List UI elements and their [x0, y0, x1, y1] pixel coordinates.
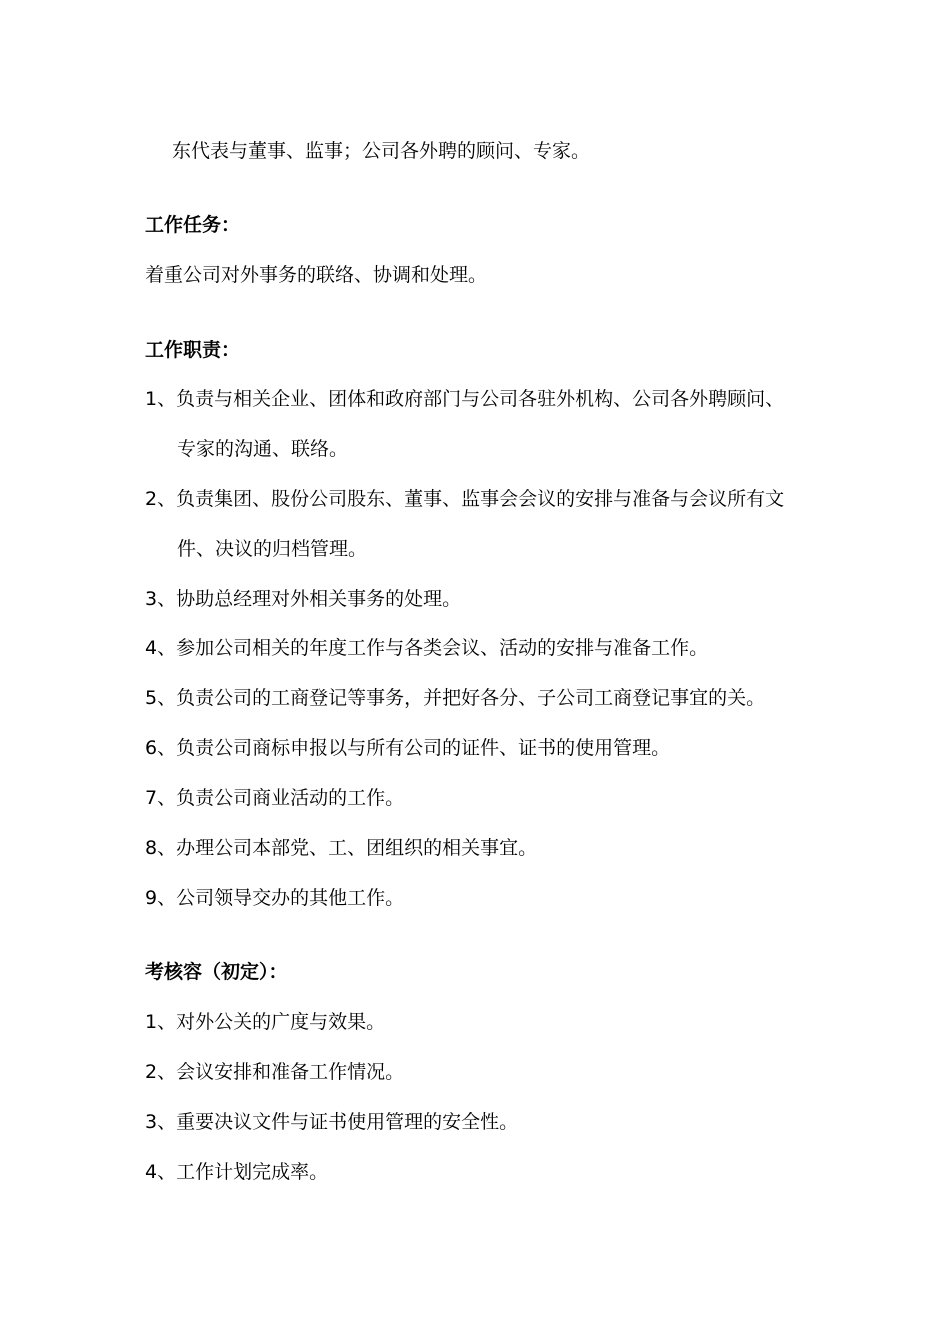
- assessment-item-number: 2、: [145, 1061, 177, 1083]
- assessment-item-number: 4、: [145, 1161, 177, 1183]
- assessment-item-text: 会议安排和准备工作情况。: [176, 1061, 405, 1083]
- duty-item-number: 9、: [145, 887, 177, 909]
- task-heading: 工作任务：: [145, 214, 241, 236]
- assessment-item-4: [145, 1160, 328, 1184]
- duty-item-9: [145, 886, 404, 910]
- duty-item-2: [145, 487, 784, 511]
- duty-item-text: 办理公司本部党、工、团组织的相关事宜。: [176, 837, 538, 859]
- intro-continuation: 东代表与董事、监事；公司各外聘的顾问、专家。: [172, 140, 591, 162]
- assessment-item-number: 1、: [145, 1011, 177, 1033]
- duty-item-number: 1、: [145, 388, 177, 410]
- assessment-item-3: [145, 1110, 518, 1134]
- duty-item-number: 8、: [145, 837, 177, 859]
- duty-item-1-continuation: 专家的沟通、联络。: [177, 438, 349, 460]
- duty-item-7: [145, 786, 404, 810]
- duty-item-text: 负责公司商标申报以与所有公司的证件、证书的使用管理。: [176, 737, 671, 759]
- duty-item-number: 6、: [145, 737, 177, 759]
- duty-item-5: [145, 686, 765, 710]
- duty-item-number: 3、: [145, 588, 177, 610]
- duties-heading: 工作职责：: [145, 339, 241, 361]
- assessment-item-2: [145, 1060, 404, 1084]
- duty-item-text: 负责公司商业活动的工作。: [176, 787, 405, 809]
- duty-item-number: 4、: [145, 637, 177, 659]
- duty-item-number: 2、: [145, 488, 177, 510]
- duty-item-text: 负责公司的工商登记等事务，并把好各分、子公司工商登记事宜的关。: [176, 687, 766, 709]
- assessment-item-1: [145, 1010, 385, 1034]
- duty-item-8: [145, 836, 537, 860]
- duty-item-text: 协助总经理对外相关事务的处理。: [176, 588, 462, 610]
- assessment-item-text: 工作计划完成率。: [176, 1161, 329, 1183]
- duty-item-text: 参加公司相关的年度工作与各类会议、活动的安排与准备工作。: [176, 637, 709, 659]
- duty-item-6: [145, 736, 670, 760]
- assessment-item-text: 对外公关的广度与效果。: [176, 1011, 386, 1033]
- duty-item-text: 负责与相关企业、团体和政府部门与公司各驻外机构、公司各外聘顾问、: [176, 388, 785, 410]
- duty-item-4: [145, 636, 708, 660]
- assessment-item-number: 3、: [145, 1111, 177, 1133]
- duty-item-1: [145, 387, 784, 411]
- duty-item-number: 7、: [145, 787, 177, 809]
- task-text: 着重公司对外事务的联络、协调和处理。: [145, 264, 488, 286]
- duty-item-text: 公司领导交办的其他工作。: [176, 887, 405, 909]
- duty-item-2-continuation: 件、决议的归档管理。: [177, 538, 368, 560]
- assessment-item-text: 重要决议文件与证书使用管理的安全性。: [176, 1111, 519, 1133]
- duty-item-3: [145, 587, 461, 611]
- assessment-heading: 考核容（初定）：: [145, 961, 288, 983]
- duty-item-number: 5、: [145, 687, 177, 709]
- duty-item-text: 负责集团、股份公司股东、董事、监事会会议的安排与准备与会议所有文: [176, 488, 785, 510]
